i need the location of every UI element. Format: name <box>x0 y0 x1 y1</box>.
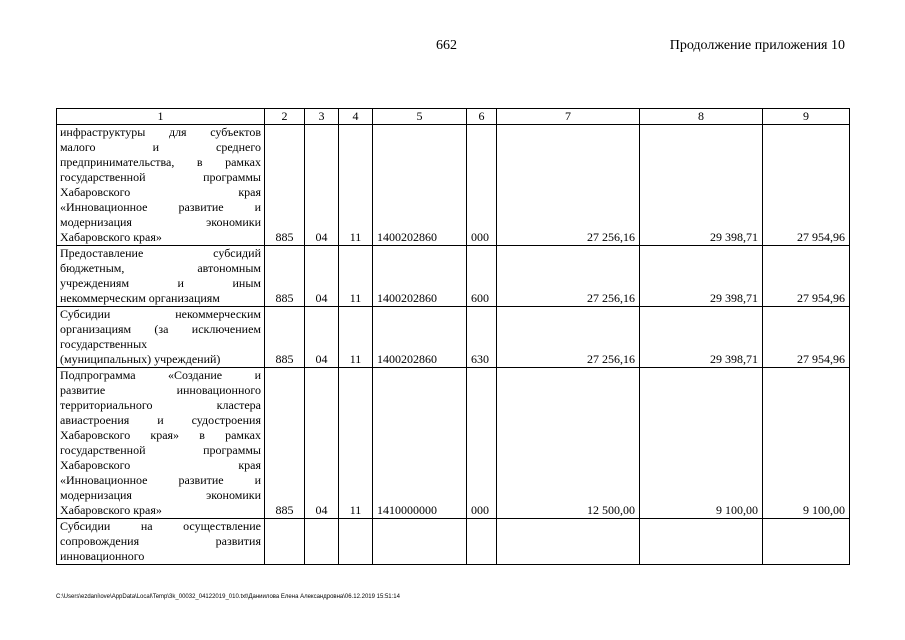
cell-c9 <box>763 519 850 565</box>
cell-c8 <box>640 519 763 565</box>
row-name-line: (муниципальных) учреждений) <box>60 352 221 366</box>
column-header: 7 <box>497 109 640 125</box>
row-name-line: Предоставление субсидий <box>60 246 261 260</box>
row-name-line: «Инновационное развитие и <box>60 473 261 487</box>
column-header: 3 <box>305 109 339 125</box>
row-name-line: Хабаровского края <box>60 185 261 199</box>
row-name-line: инновационного <box>60 549 145 563</box>
cell-c3: 04 <box>305 307 339 368</box>
cell-c6: 000 <box>467 368 497 519</box>
column-header: 8 <box>640 109 763 125</box>
cell-c3 <box>305 519 339 565</box>
row-name-line: некоммерческим организациям <box>60 291 220 305</box>
row-name-line: модернизация экономики <box>60 488 261 502</box>
page-number: 662 <box>436 38 457 53</box>
row-name-line: инфраструктуры для субъектов <box>60 125 261 139</box>
cell-c4: 11 <box>339 125 373 246</box>
cell-c8: 9 100,00 <box>640 368 763 519</box>
cell-c3: 04 <box>305 125 339 246</box>
cell-c2: 885 <box>265 368 305 519</box>
cell-c5: 1400202860 <box>373 125 467 246</box>
column-header: 4 <box>339 109 373 125</box>
row-name-cell <box>57 368 265 519</box>
row-name-cell <box>57 125 265 246</box>
row-name-line: Хабаровского края» в рамках <box>60 428 261 442</box>
cell-c8: 29 398,71 <box>640 246 763 307</box>
row-name-line: государственных <box>60 337 148 351</box>
cell-c3: 04 <box>305 368 339 519</box>
row-name-line: государственной программы <box>60 443 261 457</box>
table-row <box>57 519 850 565</box>
row-name-line: учреждениям и иным <box>60 276 261 290</box>
cell-c5: 1410000000 <box>373 368 467 519</box>
row-name-line: сопровождения развития <box>60 534 261 548</box>
row-name-cell <box>57 307 265 368</box>
table-row <box>57 368 850 519</box>
table-row <box>57 307 850 368</box>
row-name-line: государственной программы <box>60 170 261 184</box>
row-name-line: организациям (за исключением <box>60 322 261 336</box>
cell-c4: 11 <box>339 307 373 368</box>
row-name-line: Субсидии некоммерческим <box>60 307 261 321</box>
cell-c2: 885 <box>265 307 305 368</box>
cell-c9: 9 100,00 <box>763 368 850 519</box>
row-name-line: Подпрограмма «Создание и <box>60 368 261 382</box>
table-header-row <box>57 109 850 125</box>
row-name-line: Субсидии на осуществление <box>60 519 261 533</box>
file-path-footer: C:\Users\ezdani\ove\AppData\Local\Temp\3k_00032_04122019_010.txt\Даниилова Елена Александровна\06.12.2019 15:51:14 <box>56 594 400 600</box>
cell-c6: 000 <box>467 125 497 246</box>
column-header: 6 <box>467 109 497 125</box>
cell-c6: 630 <box>467 307 497 368</box>
row-name-line: Хабаровского края» <box>60 230 162 244</box>
row-name-cell <box>57 246 265 307</box>
cell-c6 <box>467 519 497 565</box>
row-name-line: малого и среднего <box>60 140 261 154</box>
row-name-line: «Инновационное развитие и <box>60 200 261 214</box>
cell-c5: 1400202860 <box>373 307 467 368</box>
row-name-line: бюджетным, автономным <box>60 261 261 275</box>
cell-c4: 11 <box>339 246 373 307</box>
cell-c2: 885 <box>265 125 305 246</box>
table-row <box>57 125 850 246</box>
cell-c8: 29 398,71 <box>640 307 763 368</box>
column-header: 1 <box>57 109 265 125</box>
cell-c7: 27 256,16 <box>497 246 640 307</box>
table-row <box>57 246 850 307</box>
cell-c5 <box>373 519 467 565</box>
row-name-line: Хабаровского края <box>60 458 261 472</box>
column-header: 9 <box>763 109 850 125</box>
cell-c2: 885 <box>265 246 305 307</box>
cell-c7: 12 500,00 <box>497 368 640 519</box>
row-name-line: территориального кластера <box>60 398 261 412</box>
cell-c9: 27 954,96 <box>763 307 850 368</box>
cell-c7: 27 256,16 <box>497 125 640 246</box>
row-name-line: авиастроения и судостроения <box>60 413 261 427</box>
row-name-line: модернизация экономики <box>60 215 261 229</box>
cell-c3: 04 <box>305 246 339 307</box>
cell-c2 <box>265 519 305 565</box>
cell-c6: 600 <box>467 246 497 307</box>
row-name-line: развитие инновационного <box>60 383 261 397</box>
cell-c7 <box>497 519 640 565</box>
cell-c4: 11 <box>339 368 373 519</box>
row-name-cell <box>57 519 265 565</box>
row-name-line: предпринимательства, в рамках <box>60 155 261 169</box>
appendix-continuation-title: Продолжение приложения 10 <box>669 38 845 53</box>
budget-table <box>56 108 850 565</box>
column-header: 2 <box>265 109 305 125</box>
cell-c9: 27 954,96 <box>763 246 850 307</box>
column-header: 5 <box>373 109 467 125</box>
cell-c5: 1400202860 <box>373 246 467 307</box>
cell-c8: 29 398,71 <box>640 125 763 246</box>
cell-c9: 27 954,96 <box>763 125 850 246</box>
cell-c7: 27 256,16 <box>497 307 640 368</box>
row-name-line: Хабаровского края» <box>60 503 162 517</box>
cell-c4 <box>339 519 373 565</box>
